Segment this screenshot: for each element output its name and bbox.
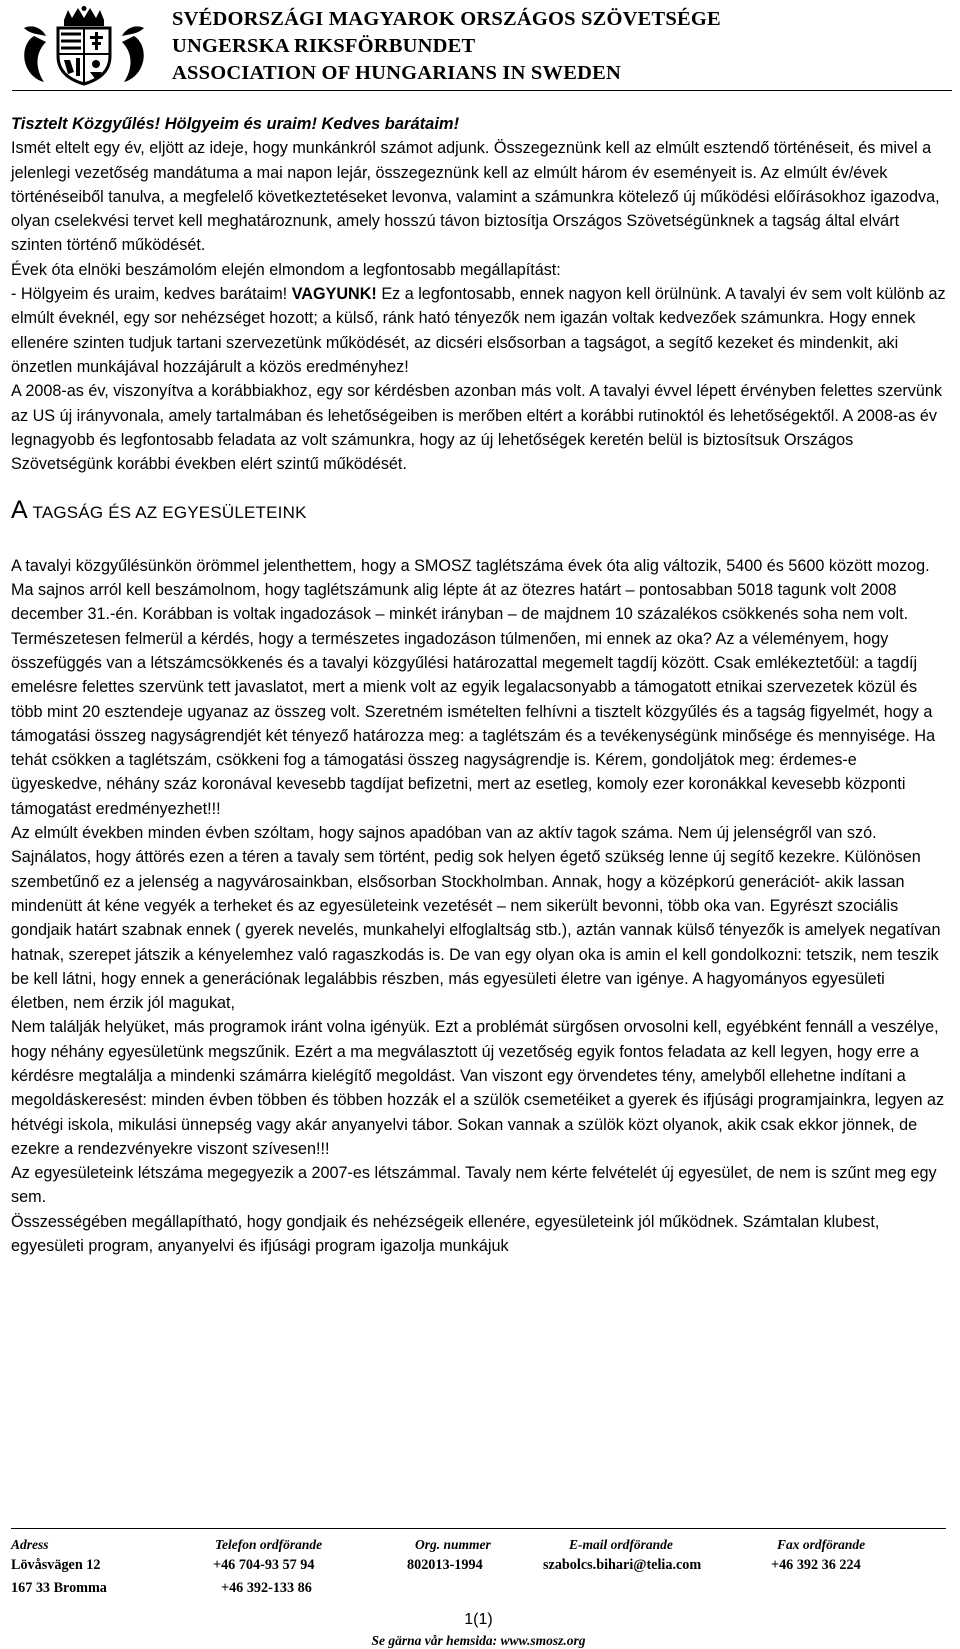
website-line[interactable]: Se gärna vår hemsida: www.smosz.org: [371, 1633, 586, 1648]
emphasis-vagyunk: VAGYUNK!: [291, 285, 377, 304]
section-paragraph: Az egyesületeink létszáma megegyezik a 2007-es létszámmal. Tavaly nem kérte felvételét új egyesület, de nem is szűnt meg egy sem.: [11, 1164, 937, 1207]
phone-number-2: +46 392-133 86: [221, 1580, 312, 1596]
org-name-hungarian: SVÉDORSZÁGI MAGYAROK ORSZÁGOS SZÖVETSÉGE: [172, 8, 721, 30]
intro-paragraph-3: [11, 282, 946, 379]
address-city: 167 33 Bromma: [11, 1580, 107, 1596]
intro-p3-start: - Hölgyeim és uraim, kedves barátaim!: [11, 285, 292, 304]
section-paragraph: Az elmúlt években minden évben szóltam, hogy sajnos apadóban van az aktív tagok száma. Nem új jelenségről van szó. Sajnálatos, hogy áttörés ezen a téren a tavaly sem történt, pedig sok helyen égető szükség lenne új segítő kezekre. Különösen szembetűnő ez a jelenség a nagyvárosainkban, elsősorban Stockholmban. Annak, hogy a középkorú generációt- akik lassan mindenütt át kéne vegyék a terheket és az egyesületeink vezetését – nem sikerült bevonni, több oka van. Egyrészt szociális gondjaik határt szabnak ennek ( gyerek nevelés, munkahelyi elfoglaltság stb.), aztán vannak külső tényezők is amelyek negatívan hatnak, szerepet játszik a kényelemhez való ragaszkodás is. De van egy olyan oka is amin el kell gondolkozni: tetszik, nem teszik be kell látni, hogy ennek a generációnak legalábbis részben, más egyesületi életre van igénye. A hagyományos egyesületi életben, nem érzik jól magukat,: [11, 824, 941, 1013]
letterhead: [12, 4, 952, 91]
section-heading: [11, 498, 946, 525]
org-name-swedish: UNGERSKA RIKSFÖRBUNDET: [172, 35, 476, 57]
section-paragraph: Nem találják helyüket, más programok iránt volna igényük. Ezt a problémát sürgősen orvosolni kell, egyébként fennáll a veszélye, hogy néhány egyesületünk megszűnik. Ezért a ma megválasztott új vezetőség egyik fontos feladata az kell legyen, hogy erre a kérdésre megtalálja a mindenki számárra kielégítő megoldást. Van viszont egy örvendetes tény, amelyből ellehetne indítani a megoldáskeresést: minden évben többen és többen hozzák el a szülök csemetéiket a gyerek és ifjúsági programjainkra, legyen az hétvégi iskola, mikulási ünnepség vagy akár anyanyelvi tábor. Sokan vannak a szülök közt olyanok, akik csak ekkor jönnek, de ezekre a rendezvényekre viszont szívesen!!!: [11, 1018, 945, 1158]
address-label: Adress: [11, 1537, 49, 1552]
fax-number: +46 392 36 224: [771, 1557, 861, 1573]
address-street: Lövåsvägen 12: [11, 1557, 101, 1573]
footer-address: [11, 1535, 107, 1600]
email-address[interactable]: szabolcs.bihari@telia.com: [543, 1557, 702, 1573]
intro-paragraph-2: Évek óta elnöki beszámolóm elején elmondom a legfontosabb megállapítást:: [11, 260, 561, 279]
section-paragraph: A tavalyi közgyűlésünkön örömmel jelenthettem, hogy a SMOSZ taglétszáma évek óta alig változik, 5400 és 5600 között mozog. Ma sajnos arról kell beszámolnom, hogy taglétszámunk alig lépte át az ötezres határt – pontosabban 5018 tagunk volt 2008 december 31.-én. Korábban is voltak ingadozások – minkét irányban – de majdnem 10 százalékos csökkenés soha nem volt.: [11, 556, 930, 624]
coat-of-arms-crest-icon: [14, 6, 154, 86]
intro-paragraph-1: Ismét eltelt egy év, eljött az ideje, hogy munkánkról számot adjunk. Összegeznünk kell az elmúlt esztendő történéseit, és mivel a jelenlegi vezetőség mandátuma a mai napon lejár, összegeznünk kell az elmúlt három év eseményeit is. Az elmúlt év/évek történéseiből tanulva, a megfelelő következtetéseket levonva, valamint a számunkra kötelező új működési előírásokhoz igazodva, olyan cselekvési tervet kell meghatároznunk, amely hosszú távon biztosítja Országos Szövetségünknek a tagság által elvárt szinten történő működését.: [11, 139, 940, 255]
footer-org-number: [407, 1535, 491, 1577]
email-label: E-mail ordförande: [569, 1537, 673, 1552]
page-number: 1(1): [464, 1611, 493, 1628]
section-paragraph: Természetesen felmerül a kérdés, hogy a természetes ingadozáson túlmenően, mi ennek az oka? Az a véleményem, hogy összefüggés van a létszámcsökkenés és a tavalyi közgyűlési határozattal megemelt tagdíj között. Csak emlékeztetőül: a tagdíj emelésre felettes szervünk tett javaslatot, mert a mienk volt az egyik legalacsonyabb a támogatott etnikai szervezetek közül és több mint 20 esztendeje ugyanaz az összeg volt. Szeretném ismételten felhívni a tisztelt közgyűlés és a tagság figyelmét, hogy a támogatási összeg nagyságrendjét két tényező határozza meg: a taglétszám és a tevékenységünk minősége és mennyisége. Ha tehát csökken a taglétszám, csökkeni fog a támogatási összeg nagyságrendje is. Kérem, gondoljátok meg: érdemes-e ügyeskedve, néhány száz koronával kevesebb tagdíjat befizetni, mert az esetleg, komoly ezer koronákkal kevesebb központi támogatást eredményezhet!!!: [11, 629, 936, 818]
footer-phone: [213, 1535, 322, 1600]
footer: [11, 1528, 946, 1648]
footer-email: [543, 1535, 701, 1577]
phone-number-1: +46 704-93 57 94: [213, 1557, 315, 1573]
org-number-label: Org. nummer: [415, 1537, 491, 1552]
footer-fax: [771, 1535, 865, 1577]
report-body: [11, 112, 946, 1258]
org-name-english: ASSOCIATION OF HUNGARIANS IN SWEDEN: [172, 62, 621, 84]
fax-label: Fax ordförande: [777, 1537, 866, 1552]
section-paragraph: Összességében megállapítható, hogy gondjaik és nehézségeik ellenére, egyesületeink jól működnek. Számtalan klubest, egyesületi program, anyanyelvi és ifjúsági program igazolja munkájuk: [11, 1212, 880, 1256]
phone-label: Telefon ordförande: [215, 1537, 323, 1552]
intro-paragraph-4: A 2008-as év, viszonyítva a korábbiakhoz, egy sor kérdésben azonban más volt. A tavalyi évvel lépett érvényben felettes szervünk az US új irányvonala, amely tartalmában és lehetőségeiben is merőben eltért a korábbi rutinoktól és lehetőségektől. A 2008-as év legnagyobb és legfontosabb feladata az volt számunkra, hogy az új lehetőségek keretén belül is biztosítsuk Országos Szövetségünk korábbi években elért szintű működését.: [11, 382, 942, 474]
intro-p3-rest: Ez a legfontosabb, ennek nagyon kell örülnünk. A tavalyi év sem volt különb az elmúlt éveknél, egy sor nehézséget hozott; a külső, ránk ható tényezők nem igazán voltak kedvezőek számunkra. Hogy ennek ellenére szinten tudjuk tartani szervezetünk működését, az dicséri elsősorban a tagságot, a segítő kezeket és mindenkit, aki önzetlen munkájával hozzájárult a közös eredményhez!: [11, 285, 946, 376]
organization-name-block: [172, 6, 721, 87]
section-heading-text: TAGSÁG ÉS AZ EGYESÜLETEINK: [27, 503, 307, 523]
greeting: Tisztelt Közgyűlés! Hölgyeim és uraim! Kedves barátaim!: [11, 115, 460, 133]
section-heading-initial: A: [11, 496, 28, 525]
org-number-value: 802013-1994: [407, 1557, 483, 1573]
